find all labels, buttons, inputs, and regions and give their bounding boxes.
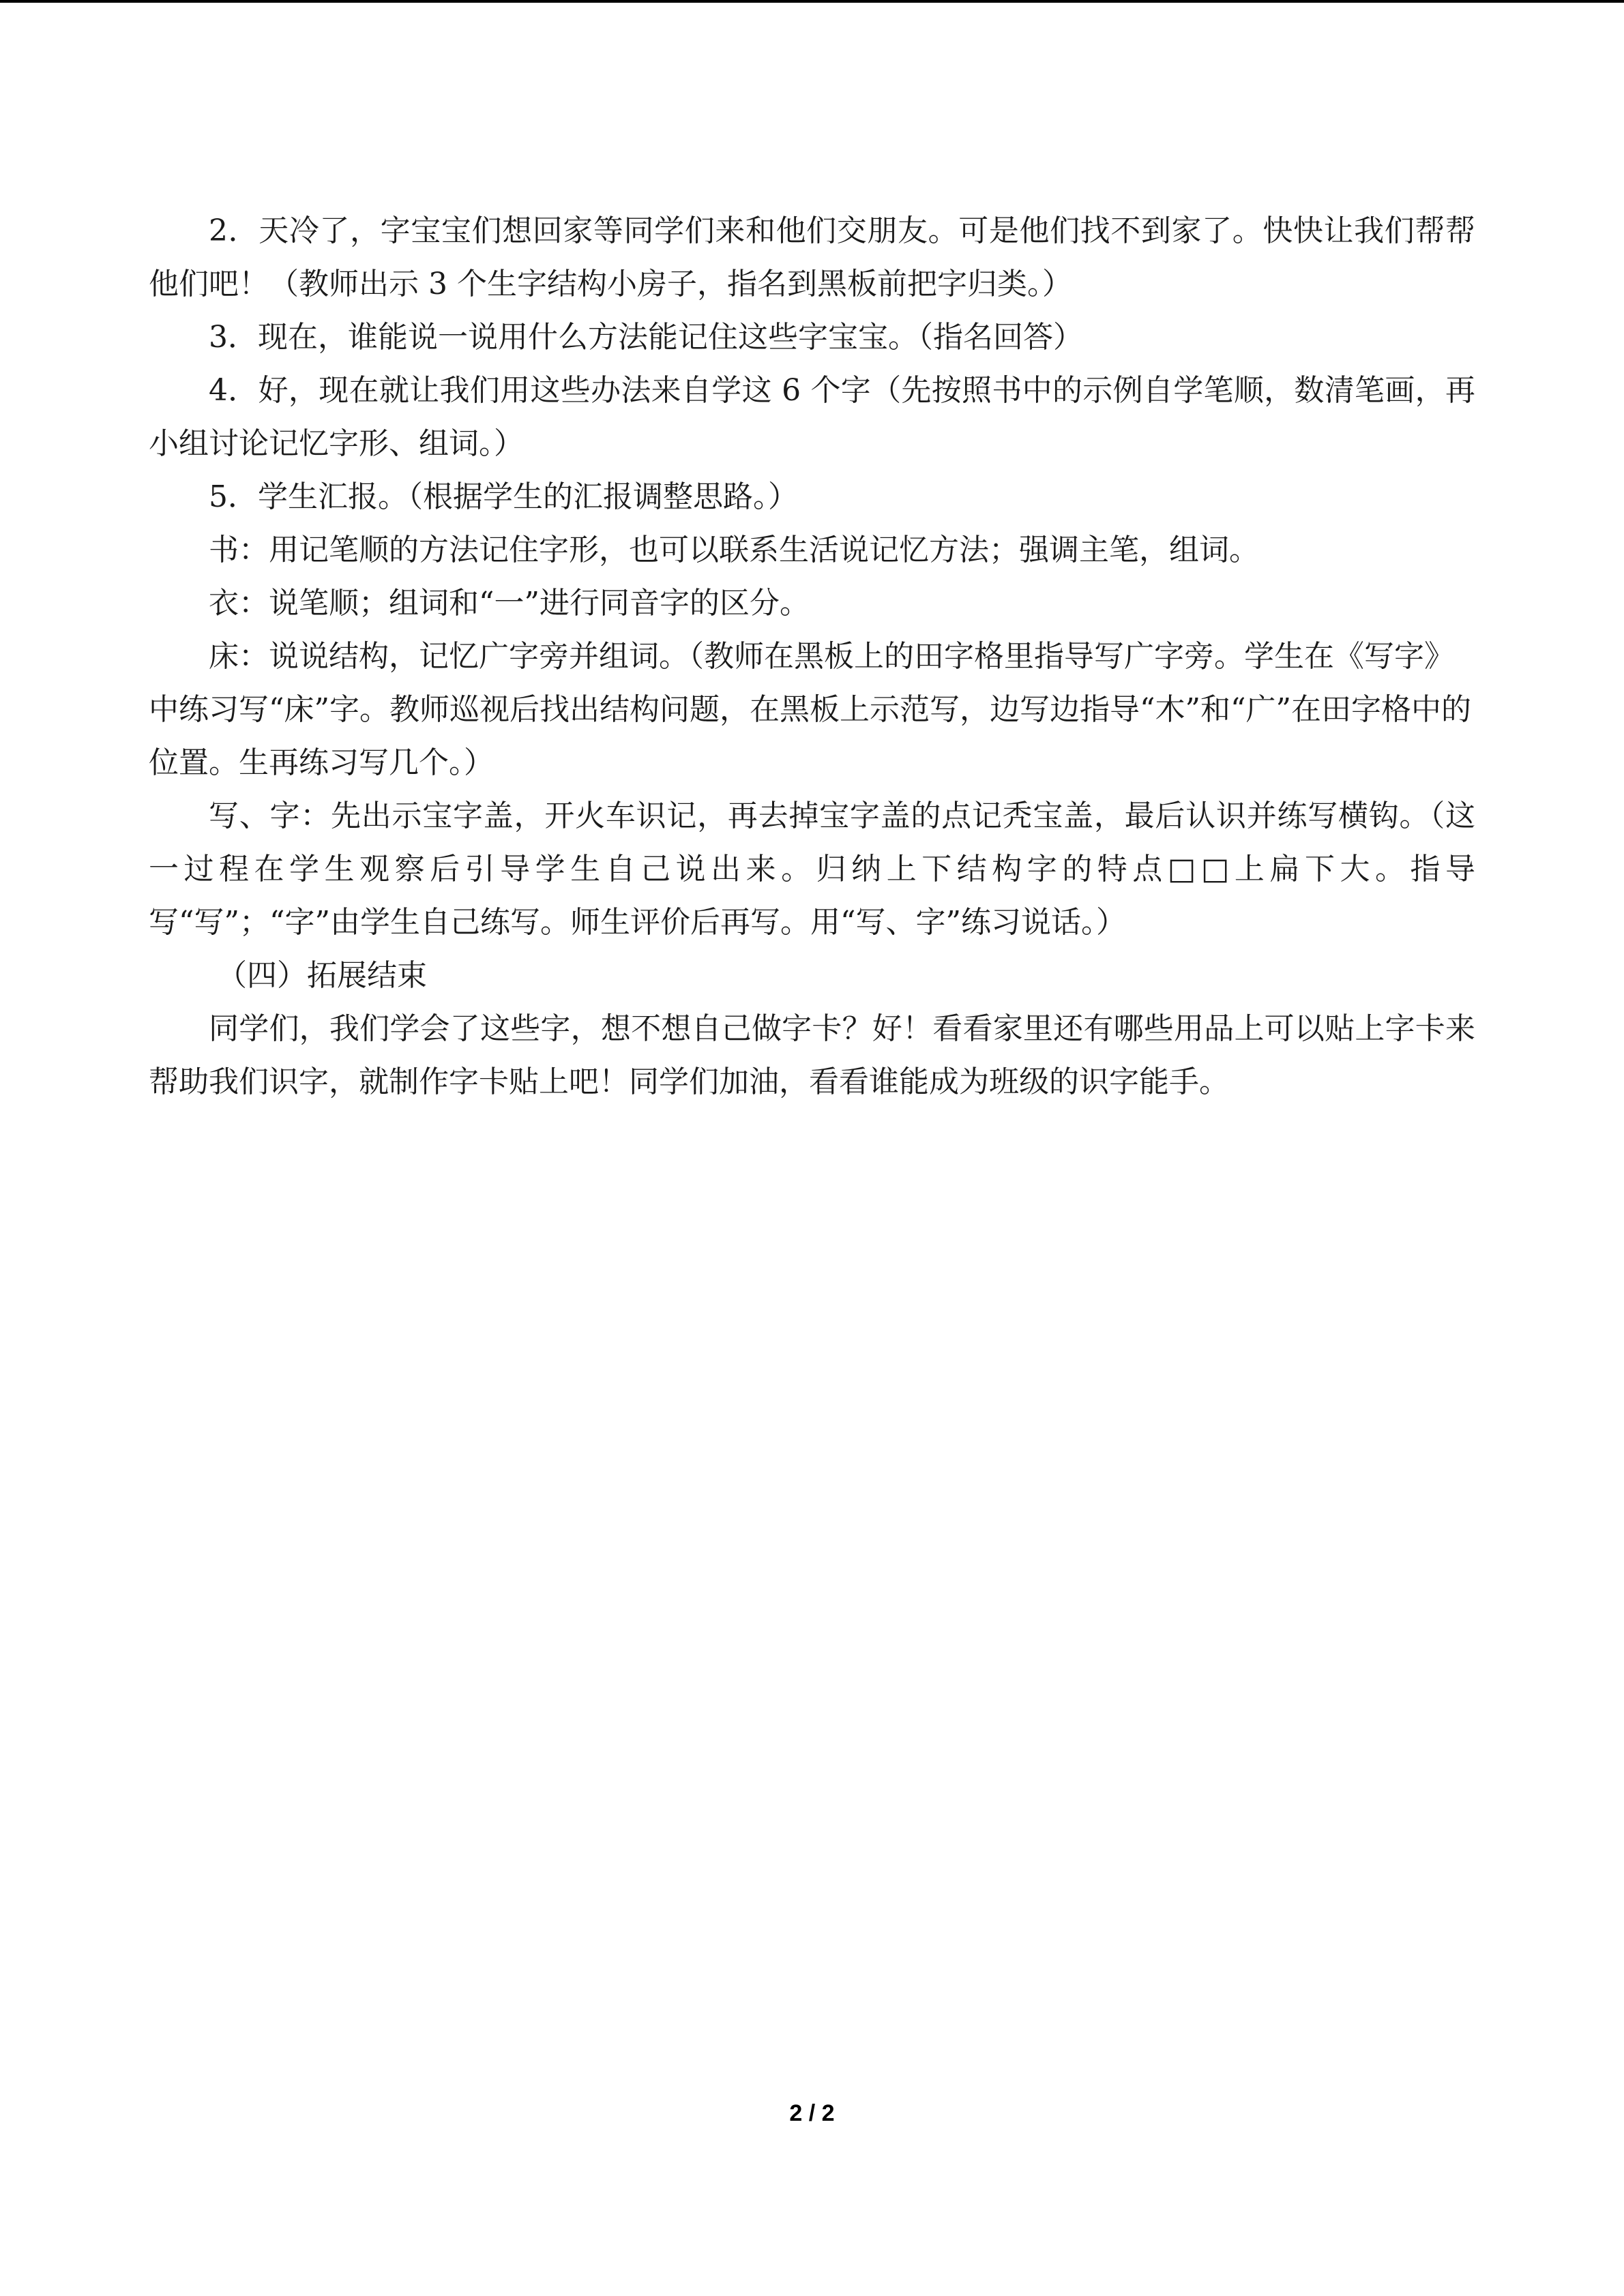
paragraph-conclusion: 同学们，我们学会了这些字，想不想自己做字卡？好！看看家里还有哪些用品上可以贴上字卡来帮助我们识字，就制作字卡贴上吧！同学们加油，看看谁能成为班级的识字能手。: [149, 1011, 1475, 1099]
paragraph-xie-zi: 写、字：先出示宝字盖，开火车识记，再去掉宝字盖的点记秃宝盖，最后认识并练写横钩。（这一过程在学生观察后引导学生自己说出来。归纳上下结构字的特点□□上扁下大。指导写“写”；“字”由学生自己练写。师生评价后再写。用“写、字”练习说话。）: [149, 799, 1475, 940]
paragraph-step-3: 3．现在，谁能说一说用什么方法能记住这些字宝宝。（指名回答）: [209, 320, 1083, 355]
paragraph-step-2: 2．天冷了，字宝宝们想回家等同学们来和他们交朋友。可是他们找不到家了。快快让我们帮帮他们吧！（教师出示 3 个生字结构小房子，指名到黑板前把字归类。）: [149, 213, 1475, 301]
paragraph-shu: 书：用记笔顺的方法记住字形，也可以联系生活说记忆方法；强调主笔，组词。: [209, 533, 1259, 567]
top-border-line: [0, 0, 1624, 3]
paragraph-step-4: 4．好，现在就让我们用这些办法来自学这 6 个字（先按照书中的示例自学笔顺，数清笔画，再小组讨论记忆字形、组词。）: [149, 373, 1475, 461]
page-number: 2 / 2: [789, 2100, 835, 2126]
paragraph-step-5: 5．学生汇报。（根据学生的汇报调整思路。）: [209, 479, 798, 514]
section-heading-extension: （四）拓展结束: [217, 958, 427, 993]
paragraph-yi: 衣：说笔顺；组词和“一”进行同音字的区分。: [209, 586, 810, 621]
document-body: [149, 205, 1475, 1109]
paragraph-chuang: 床：说说结构，记忆广字旁并组词。（教师在黑板上的田字格里指导写广字旁。学生在《写字》中练习写“床”字。教师巡视后找出结构问题，在黑板上示范写，边写边指导“木”和“广”在田字格中的位置。生再练习写几个。）: [149, 639, 1471, 780]
